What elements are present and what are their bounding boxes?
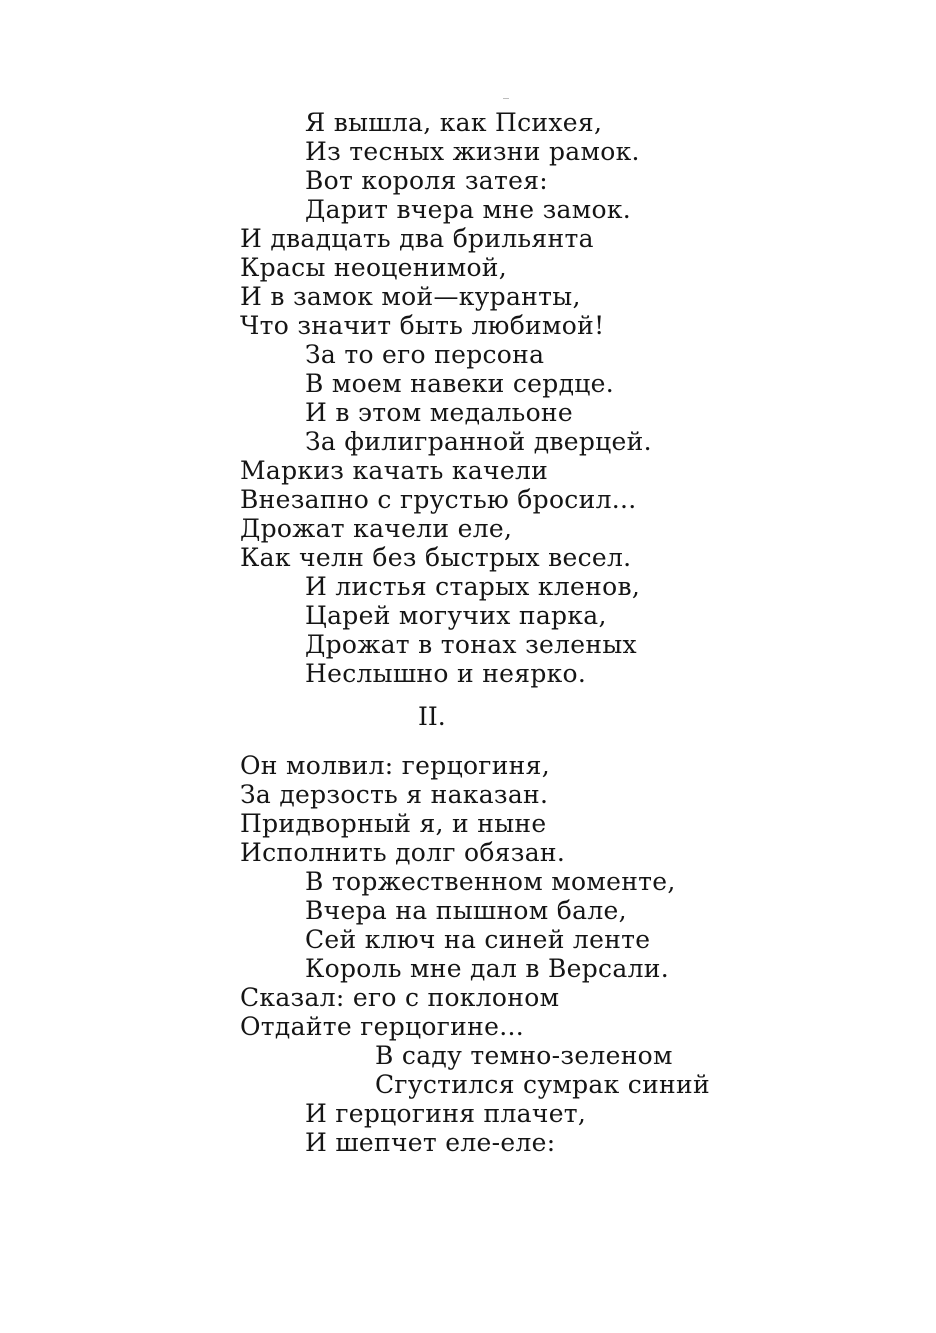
poem-line: В моем навеки сердце. — [305, 369, 614, 398]
poem-line: И герцогиня плачет, — [305, 1099, 587, 1128]
poem-line: Он молвил: герцогиня, — [240, 751, 550, 780]
poem-line: Придворный я, и ныне — [240, 809, 547, 838]
poem-line: Сей ключ на синей ленте — [305, 925, 651, 954]
poem-line: Из тесных жизни рамок. — [305, 137, 640, 166]
poem-line: За филигранной дверцей. — [305, 427, 652, 456]
poem-line: Вот короля затея: — [305, 166, 548, 195]
poem-line: Сгустился сумрак синий — [375, 1070, 710, 1099]
poem-line: И шепчет еле-еле: — [305, 1128, 556, 1157]
poem-line: Дарит вчера мне замок. — [305, 195, 631, 224]
poem-line: Неслышно и неярко. — [305, 659, 587, 688]
poem-line: Что значит быть любимой! — [240, 311, 605, 340]
poem-line: И листья старых кленов, — [305, 572, 641, 601]
poem-line: Красы неоценимой, — [240, 253, 508, 282]
poem-line: В саду темно-зеленом — [375, 1041, 673, 1070]
poem-line: Исполнить долг обязан. — [240, 838, 566, 867]
poem-line: За то его персона — [305, 340, 545, 369]
poem-line: Как челн без быстрых весел. — [240, 543, 632, 572]
poem-line: Отдайте герцогине... — [240, 1012, 524, 1041]
poem-line: Король мне дал в Версали. — [305, 954, 669, 983]
poem-line: В торжественном моменте, — [305, 867, 676, 896]
poem-line: Сказал: его с поклоном — [240, 983, 560, 1012]
poem-line: И в этом медальоне — [305, 398, 573, 427]
poem-line: Царей могучих парка, — [305, 601, 607, 630]
poem-line: Дрожат в тонах зеленых — [305, 630, 637, 659]
poem-line: Вчера на пышном бале, — [305, 896, 627, 925]
poem-line: И двадцать два брильянта — [240, 224, 594, 253]
paper-speck — [503, 98, 509, 99]
poem-line: Внезапно с грустью бросил... — [240, 485, 637, 514]
section-heading: II. — [418, 702, 446, 731]
poem-line: Я вышла, как Психея, — [305, 108, 603, 137]
poem-line: Маркиз качать качели — [240, 456, 549, 485]
poem-line: Дрожат качели еле, — [240, 514, 513, 543]
poem-line: За дерзость я наказан. — [240, 780, 549, 809]
poem-line: И в замок мой—куранты, — [240, 282, 581, 311]
poem-text — [240, 108, 880, 1157]
